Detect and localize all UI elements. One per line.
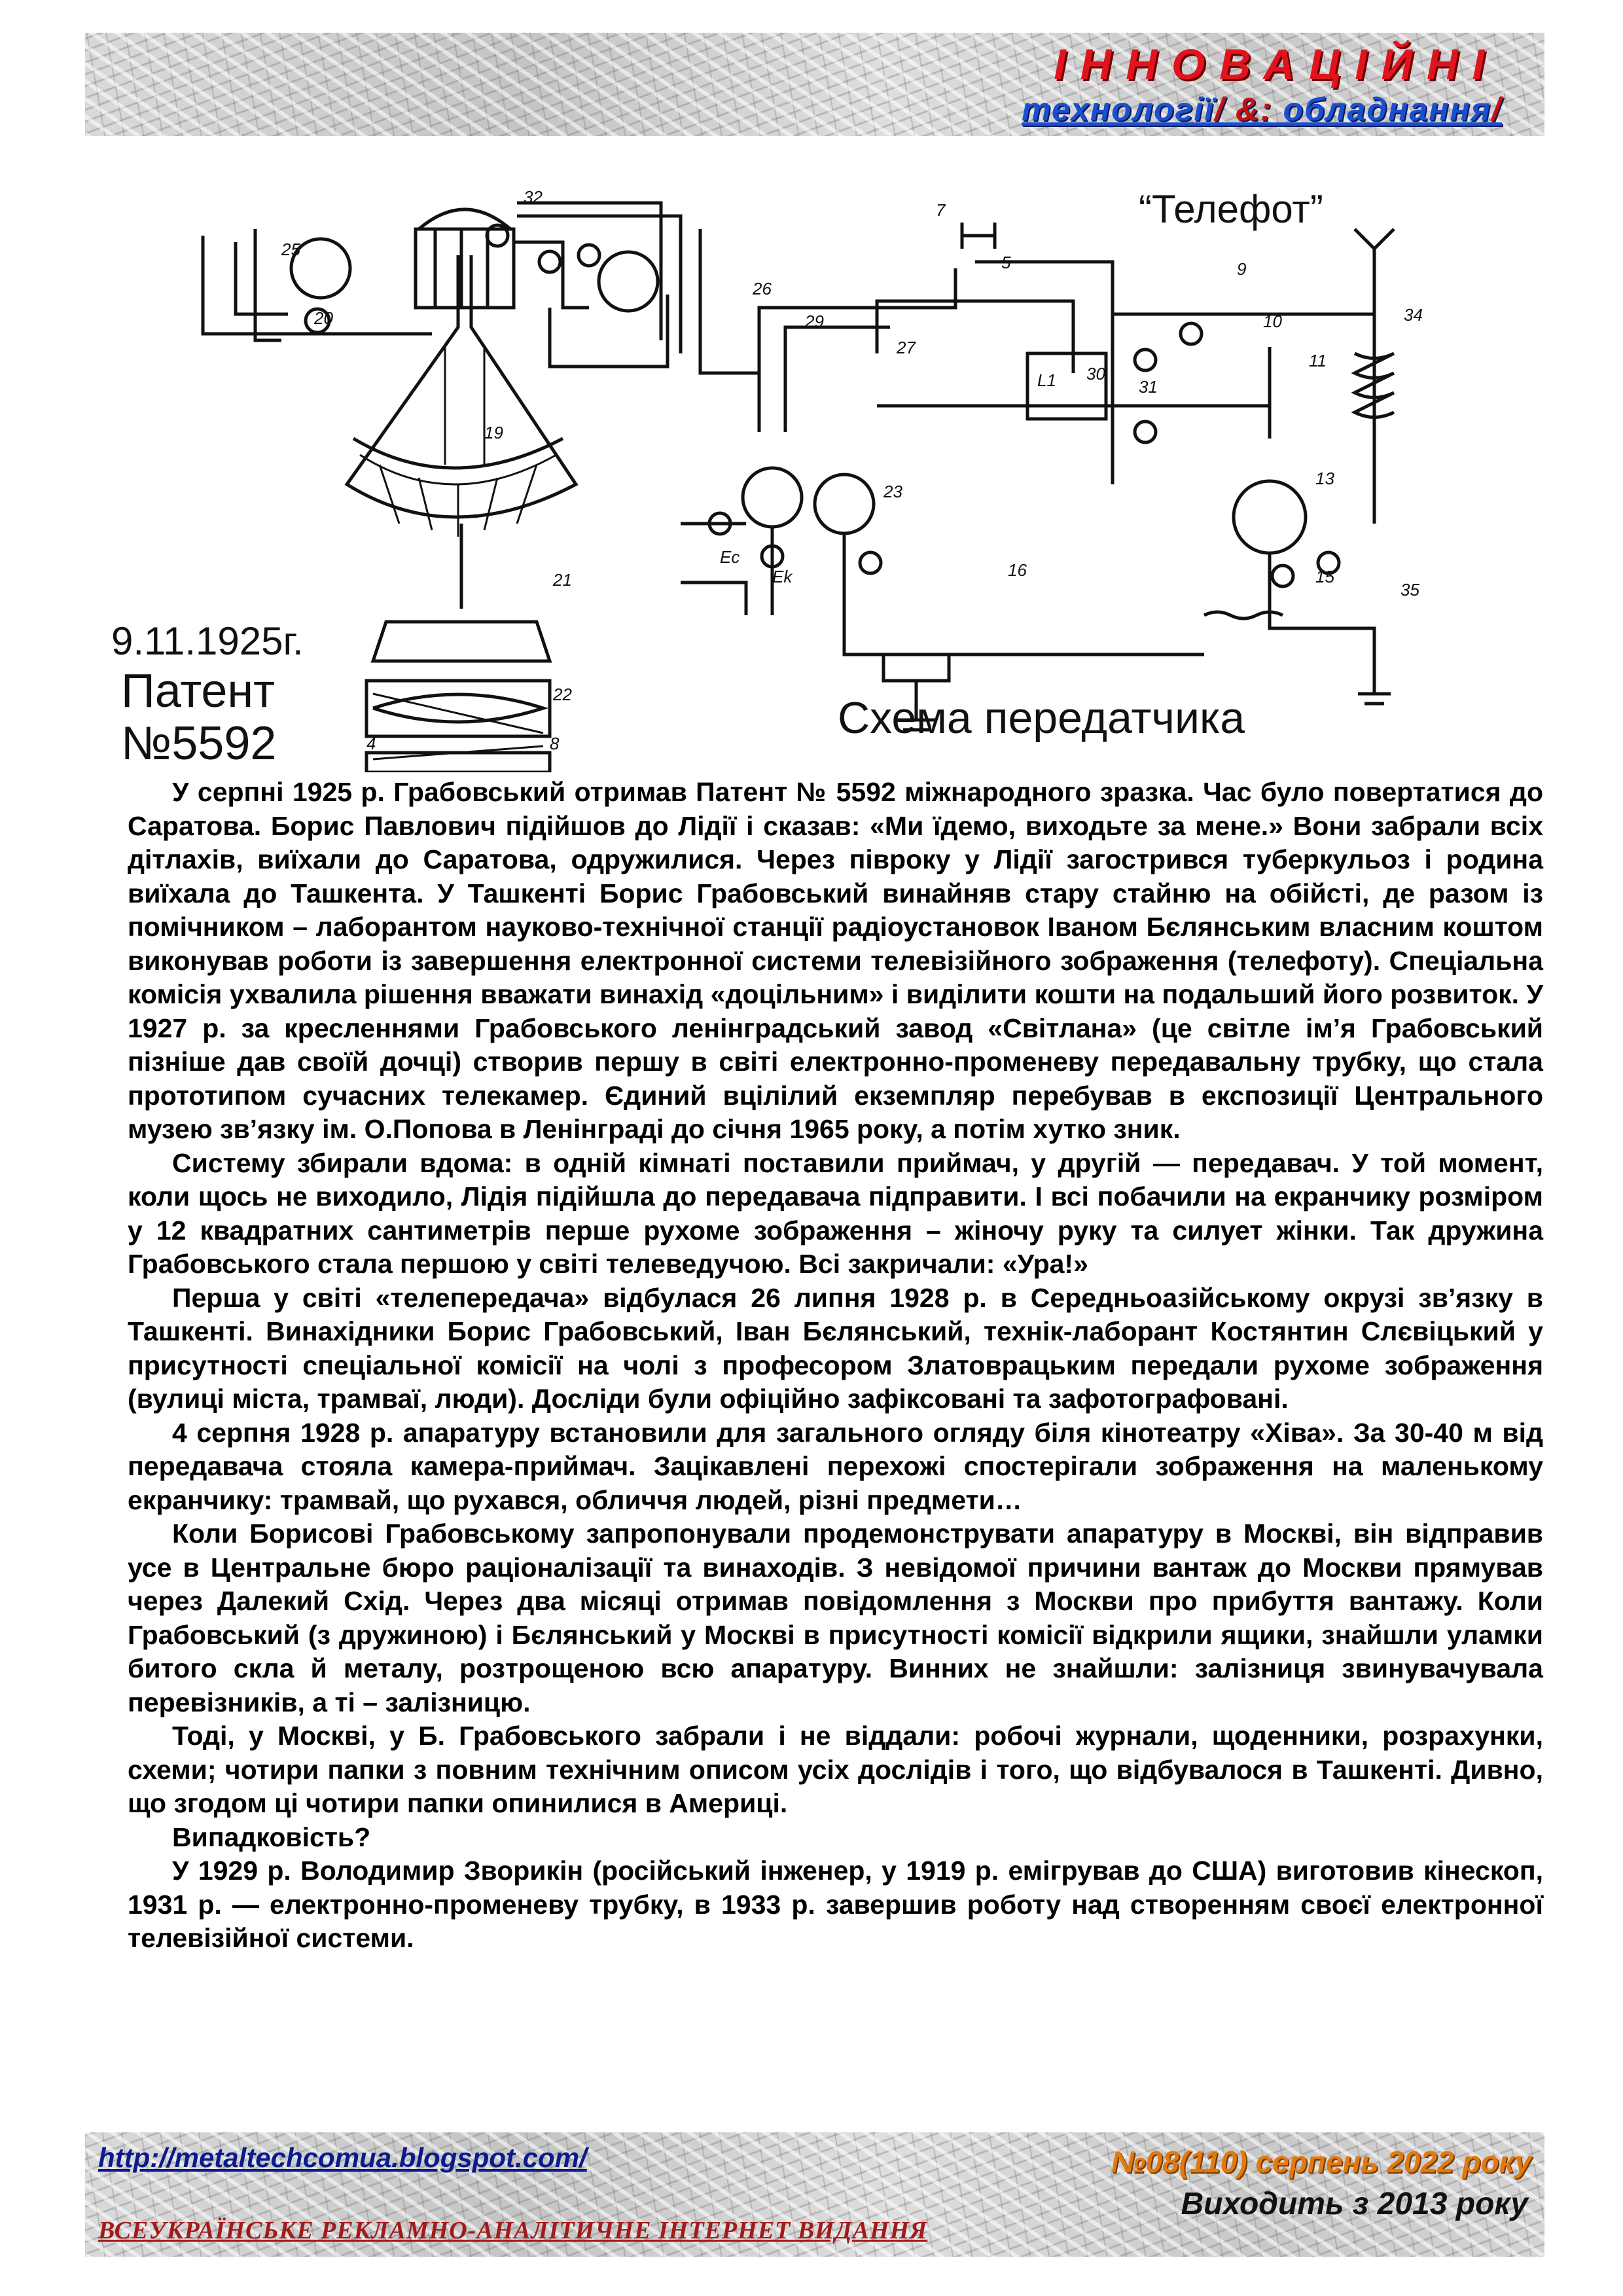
label-22: 22 xyxy=(553,685,572,704)
label-20: 20 xyxy=(314,308,333,328)
patent-date: 9.11.1925г. xyxy=(111,619,304,663)
label-35: 35 xyxy=(1400,580,1419,600)
article-paragraph: Випадковість? xyxy=(172,1821,371,1852)
label-27: 27 xyxy=(897,338,916,357)
article-paragraph: Тоді, у Москві, у Б. Грабовського забрали і не віддали: робочі журнали, щоденники, розрахунки, схеми; чотири папки з повним технічним описом усіх дослідів і того, що відбувалося в Ташкенті. Дивно, що згодом ці чотири папки опинилися в Америці. xyxy=(128,1721,1543,1818)
label-31: 31 xyxy=(1139,377,1158,397)
tube-head-block xyxy=(416,229,514,308)
label-26: 26 xyxy=(753,279,772,298)
article-paragraph: 4 серпня 1928 р. апаратуру встановили для загального огляду біля кінотеатру «Хіва». За 30-40 м від передавача стояла камера-приймач. Зацікавлені перехожі спостерігали зображення на маленькому екранчику: трамвай, що рухався, обличчя людей, різні предмети… xyxy=(128,1417,1543,1515)
brand-subtitle: технології/ &: обладнання/ xyxy=(1022,91,1502,128)
label-l1: L1 xyxy=(1037,370,1056,390)
article-paragraph: Коли Борисові Грабовському запропонували продемонструвати апаратуру в Москві, він відправив усе в Центральне бюро раціоналізації та винаходів. З невідомої причини вантаж до Москви прямував через Далекий Схід. Через два місяці отримав повідомлення з Москви про прибуття вантажу. Коли Грабовський (з дружиною) і Бєлянський у Москві в присутності комісії відкрили ящики, знайшли уламки битого скла й металу, розтрощеною всю апаратуру. Винних не знайшли: залізниця звинувачувала перевізників, а ті – залізницю. xyxy=(128,1518,1543,1717)
article-body xyxy=(128,776,1543,1956)
label-29: 29 xyxy=(805,312,824,331)
label-16: 16 xyxy=(1008,560,1027,580)
valve-1 xyxy=(743,468,802,527)
antenna xyxy=(1355,229,1394,308)
label-ec: Ec xyxy=(720,547,740,567)
label-23: 23 xyxy=(883,482,902,501)
footer-banner xyxy=(85,2132,1544,2257)
label-7: 7 xyxy=(936,200,946,220)
label-21: 21 xyxy=(553,570,572,590)
blog-link[interactable]: http://metaltechcomua.blogspot.com/ xyxy=(98,2142,587,2173)
label-ek: Ek xyxy=(772,567,793,586)
header-banner xyxy=(85,33,1544,136)
publication-tagline: ВСЕУКРАЇНСЬКЕ РЕКЛАМНО-АНАЛІТИЧНЕ ІНТЕРНЕТ ВИДАННЯ xyxy=(98,2217,928,2244)
valve-3 xyxy=(1234,481,1306,553)
patent-word: Патент xyxy=(121,665,276,717)
figure-title: “Телефот” xyxy=(1139,187,1323,231)
label-32: 32 xyxy=(524,187,543,207)
brand-sub-amp: & xyxy=(1235,91,1261,128)
label-25: 25 xyxy=(281,240,300,259)
issue-number: №08(110) серпень 2022 року xyxy=(1111,2145,1531,2179)
brand-sub-right: обладнання xyxy=(1283,91,1492,128)
article-paragraph: У 1929 р. Володимир Зворикін (російський інженер, у 1919 р. емігрував до США) виготовив кінескоп, 1931 р. — електронно-променеву трубку, в 1933 р. завершив роботу над створенням своєї електронної телевізійної системи. xyxy=(128,1856,1543,1953)
label-13: 13 xyxy=(1315,469,1334,488)
article-paragraph: Перша у світі «телепередача» відбулася 26 липня 1928 р. в Середньоазійському окрузі зв’язку в Ташкенті. Винахідники Борис Грабовський, Іван Бєлянський, технік-лаборант Костянтин Слєвіцький у присутності спеціальної комісії на чолі з професором Златоврацьким передали рухоме зображення (вулиці міста, трамваї, люди). Досліди були офіційно зафіксовані та зафотографовані. xyxy=(128,1282,1543,1414)
published-since: Виходить з 2013 року xyxy=(1181,2187,1528,2221)
lens-block xyxy=(373,622,550,661)
label-9: 9 xyxy=(1237,259,1247,279)
figure-caption: Схема передатчика xyxy=(838,693,1245,743)
brand-title: ІННОВАЦІЙНІ xyxy=(1054,40,1499,88)
label-34: 34 xyxy=(1404,305,1423,325)
optic-frame-2 xyxy=(366,753,550,772)
valve-2 xyxy=(815,475,874,533)
transmitter-schematic xyxy=(92,157,1531,772)
schematic-labels xyxy=(281,187,1423,753)
schematic-drawing xyxy=(92,157,1531,772)
label-8: 8 xyxy=(550,734,560,753)
label-4: 4 xyxy=(366,734,376,753)
label-10: 10 xyxy=(1263,312,1282,331)
article-paragraph: Систему збирали вдома: в одній кімнаті поставили приймач, у другій — передавач. У той момент, коли щось не виходило, Лідія підійшла до передавача підправити. І всі побачили на екранчику розміром у 12 квадратних сантиметрів перше рухоме зображення – жіночу руку та силует жінки. Так дружина Грабовського стала першою у світі телеведучою. Всі закричали: «Ура!» xyxy=(128,1147,1543,1279)
label-5: 5 xyxy=(1001,253,1011,272)
lamp-right xyxy=(599,252,658,311)
label-19: 19 xyxy=(484,423,503,442)
article-paragraph: У серпні 1925 р. Грабовський отримав Патент № 5592 міжнародного зразка. Час було повертатися до Саратова. Борис Павлович підійшов до Лідії і сказав: «Ми їдемо, виходьте за мене.» Вони забрали всіх дітлахів, виїхали до Саратова, одружилися. Через півроку у Лідії загострився туберкульоз і родина виїхала до Ташкента. У Ташкенті Борис Грабовський винайняв стару стайню на обійсті, де разом із помічником – лаборантом науково-технічної станції радіоустановок Іваном Бєлянським власним коштом виконував роботи із завершення електронної системи телевізійного зображення (телефоту). Спеціальна комісія ухвалила рішення вважати винахід «доцільним» і виділити кошти на подальший його розвиток. У 1927 р. за кресленнями Грабовського ленінградський завод «Світлана» (це світле ім’я Грабовський пізніше дав своїй дочці) створив першу в світі електронно-променеву передавальну трубку, що стала прототипом сучасних телекамер. Єдиний вцілілий екземпляр перебував в експозиції Центрального музею зв’язку ім. О.Попова в Ленінграді до січня 1965 року, а потім хутко зник. xyxy=(128,777,1543,1144)
label-15: 15 xyxy=(1315,567,1334,586)
brand-sub-left: технології xyxy=(1022,91,1215,128)
label-30: 30 xyxy=(1086,364,1105,384)
label-11: 11 xyxy=(1309,351,1327,370)
patent-number: №5592 xyxy=(121,717,277,770)
